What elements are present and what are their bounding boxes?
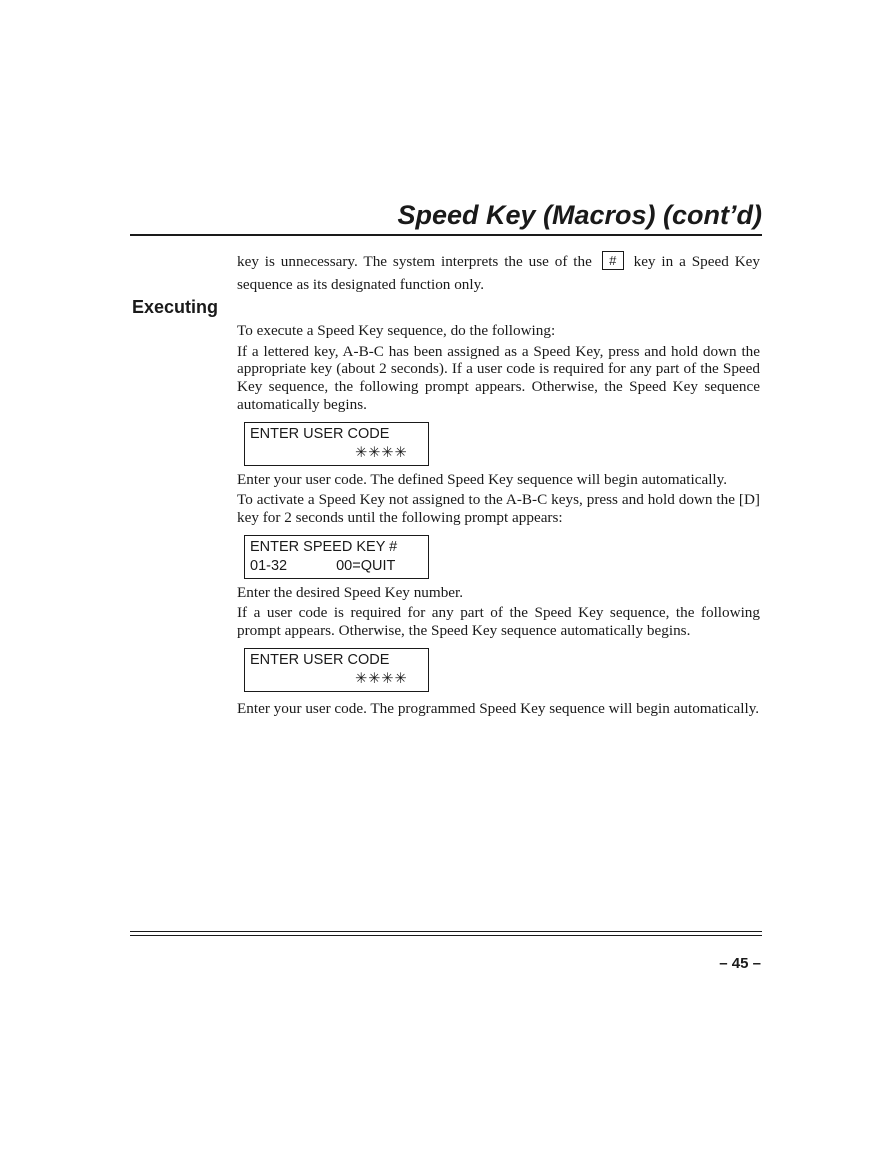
- keypad-display-speed-key: [244, 535, 429, 579]
- paragraph-lettered-key: If a lettered key, A-B-C has been assigned as a Speed Key, press and hold down the appropriate key (about 2 seconds). If a user code is required for any part of the Speed Key sequence, the following prompt appears. Otherwise, the Speed Key sequence automatically begins.: [237, 342, 760, 413]
- display-line-1: ENTER USER CODE: [250, 651, 390, 668]
- intro-text-after: key in a Speed Key sequence as its designated function only.: [237, 253, 760, 293]
- page-number: – 45 –: [719, 955, 761, 972]
- display-line-1: ENTER SPEED KEY #: [250, 538, 398, 555]
- paragraph-enter-code-2: Enter your user code. The programmed Speed Key sequence will begin automatically.: [237, 699, 760, 717]
- section-heading: Executing: [132, 297, 219, 317]
- title-divider: [130, 234, 762, 236]
- intro-text-before: key is unnecessary. The system interprets the use of the: [237, 253, 592, 270]
- paragraph-enter-number: Enter the desired Speed Key number.: [237, 583, 464, 601]
- body-text: [237, 250, 760, 717]
- display-code-mask: ✳✳✳✳: [355, 444, 408, 461]
- page-title: Speed Key (Macros) (cont’d): [397, 200, 762, 230]
- display-range: 01-32: [250, 557, 288, 574]
- keypad-display-user-code-1: [244, 422, 429, 466]
- display-code-mask: ✳✳✳✳: [355, 670, 408, 687]
- pound-key: #: [602, 251, 624, 270]
- intro-paragraph: [237, 250, 760, 296]
- display-quit: 00=QUIT: [336, 557, 396, 574]
- keypad-display-user-code-2: [244, 648, 429, 692]
- paragraph-user-code-required: If a user code is required for any part of the Speed Key sequence, the following prompt appears. Otherwise, the Speed Key sequence automatically begins.: [237, 604, 760, 640]
- paragraph-execute: To execute a Speed Key sequence, do the following:: [237, 322, 556, 339]
- paragraph-activate: To activate a Speed Key not assigned to the A-B-C keys, press and hold down the [D] key for 2 seconds until the following prompt appears:: [237, 491, 760, 526]
- footer-divider-secondary: [130, 935, 762, 936]
- footer-divider: [130, 931, 762, 932]
- paragraph-enter-code-1: Enter your user code. The defined Speed Key sequence will begin automatically.: [237, 470, 728, 488]
- display-line-2: [250, 557, 423, 576]
- display-line-1: ENTER USER CODE: [250, 425, 390, 442]
